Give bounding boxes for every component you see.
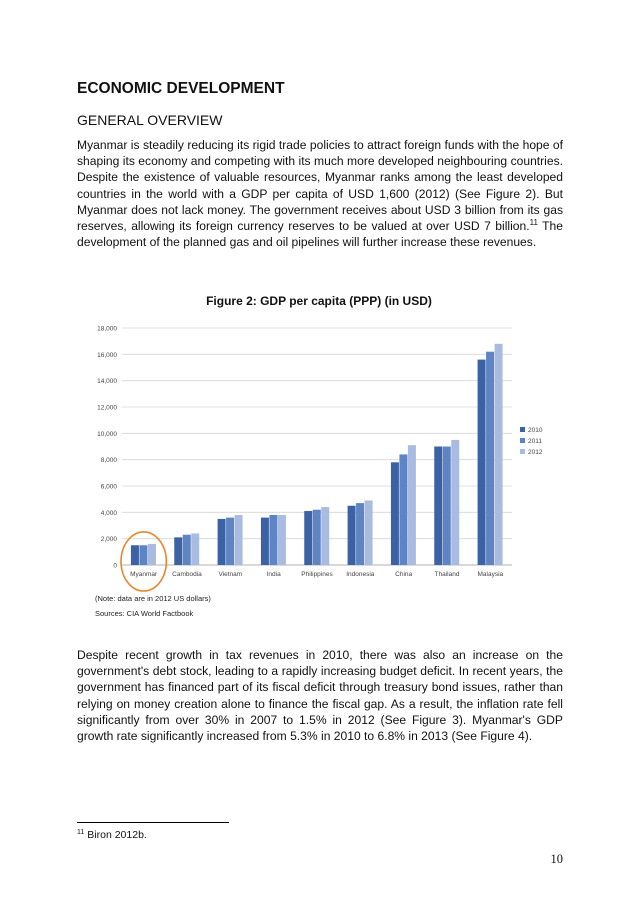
paragraph-overview <box>77 137 563 250</box>
bar-cambodia-2011 <box>183 535 191 565</box>
bar-malaysia-2010 <box>478 360 486 565</box>
bar-vietnam-2011 <box>226 518 234 565</box>
page-number: 10 <box>550 852 563 866</box>
bar-philippines-2010 <box>304 511 312 565</box>
bar-vietnam-2012 <box>235 515 243 565</box>
footnote-number: 11 <box>77 828 85 836</box>
legend-label-2010: 2010 <box>528 427 543 434</box>
legend-label-2012: 2012 <box>528 449 543 456</box>
legend-swatch-2012 <box>520 449 525 454</box>
footnote-divider <box>77 822 229 823</box>
section-subheading: GENERAL OVERVIEW <box>77 112 223 128</box>
bar-indonesia-2010 <box>348 506 356 565</box>
legend-label-2011: 2011 <box>528 438 542 445</box>
bar-myanmar-2011 <box>139 545 147 565</box>
legend-swatch-2010 <box>520 427 525 432</box>
bar-india-2011 <box>269 515 277 565</box>
y-tick-label: 12,000 <box>97 404 117 412</box>
bar-indonesia-2012 <box>365 500 373 565</box>
bar-thailand-2010 <box>434 447 442 566</box>
y-tick-label: 14,000 <box>97 378 117 386</box>
gdp-bar-chart <box>70 310 570 630</box>
bar-china-2010 <box>391 462 399 565</box>
bar-myanmar-2010 <box>131 545 139 565</box>
x-tick-label: Cambodia <box>172 571 202 578</box>
paragraph-overview-text-continued: The development of the planned gas and oil pipelines will further increase these revenues. <box>77 219 564 250</box>
bar-indonesia-2011 <box>356 503 364 565</box>
chart-svg <box>70 310 570 630</box>
bar-myanmar-2012 <box>148 544 156 565</box>
y-tick-label: 0 <box>113 562 117 570</box>
y-tick-label: 6,000 <box>100 483 117 491</box>
x-tick-label: Philippines <box>301 571 333 578</box>
bar-vietnam-2010 <box>218 519 226 565</box>
bar-cambodia-2010 <box>174 537 182 565</box>
bar-philippines-2011 <box>313 510 321 565</box>
bar-malaysia-2012 <box>495 344 503 565</box>
figure-note: (Note: data are in 2012 US dollars) <box>95 594 211 603</box>
bar-china-2012 <box>408 445 416 565</box>
y-tick-label: 8,000 <box>100 457 117 465</box>
x-tick-label: India <box>266 571 281 578</box>
figure-source: Sources: CIA World Factbook <box>95 609 194 618</box>
footnote <box>77 829 147 841</box>
bar-cambodia-2012 <box>191 533 199 565</box>
y-tick-label: 16,000 <box>97 351 117 359</box>
paragraph-overview-text: Myanmar is steadily reducing its rigid trade policies to attract foreign funds with the hope of shaping its economy and competing with its much more developed neighbouring countries. Despite the existence of valuable resources, Myanmar ranks among the least developed countries in the world with a GDP per capita of USD 1,600 (2012) (See Figure 2). But Myanmar does not lack money. The government receives about USD 3 billion from its gas reserves, allowing its foreign currency reserves to be valued at over USD 7 billion. <box>77 138 563 234</box>
bar-malaysia-2011 <box>486 352 494 565</box>
footnote-text: Biron 2012b. <box>87 829 147 841</box>
y-tick-label: 4,000 <box>100 509 117 517</box>
y-tick-label: 18,000 <box>97 325 117 333</box>
bar-india-2010 <box>261 518 269 565</box>
section-heading: ECONOMIC DEVELOPMENT <box>77 80 285 97</box>
x-tick-label: Myanmar <box>130 571 158 578</box>
x-tick-label: Vietnam <box>218 571 243 578</box>
x-tick-label: China <box>395 571 413 578</box>
bar-thailand-2011 <box>443 447 451 566</box>
x-tick-label: Thailand <box>434 571 460 578</box>
x-tick-label: Malaysia <box>477 571 504 578</box>
y-tick-label: 10,000 <box>97 430 117 438</box>
figure-caption: Figure 2: GDP per capita (PPP) (in USD) <box>206 294 432 308</box>
y-tick-label: 2,000 <box>100 536 117 544</box>
paragraph-fiscal: Despite recent growth in tax revenues in 2010, there was also an increase on the government's debt stock, leading to a rapidly increasing budget deficit. In recent years, the government has financed part of its fiscal deficit through treasury bond issues, rather than relying on money creation alone to finance the fiscal gap. As a result, the inflation rate fell significantly from over 30% in 2007 to 1.5% in 2012 (See Figure 3). Myanmar's GDP growth rate significantly increased from 5.3% in 2010 to 6.8% in 2013 (See Figure 4). <box>77 648 563 744</box>
footnote-reference[interactable]: 11 <box>529 217 538 227</box>
bar-china-2011 <box>399 454 407 565</box>
bar-india-2012 <box>278 515 286 565</box>
x-tick-label: Indonesia <box>346 571 375 578</box>
bar-philippines-2012 <box>321 507 329 565</box>
legend-swatch-2011 <box>520 438 525 443</box>
bar-thailand-2012 <box>451 440 459 565</box>
